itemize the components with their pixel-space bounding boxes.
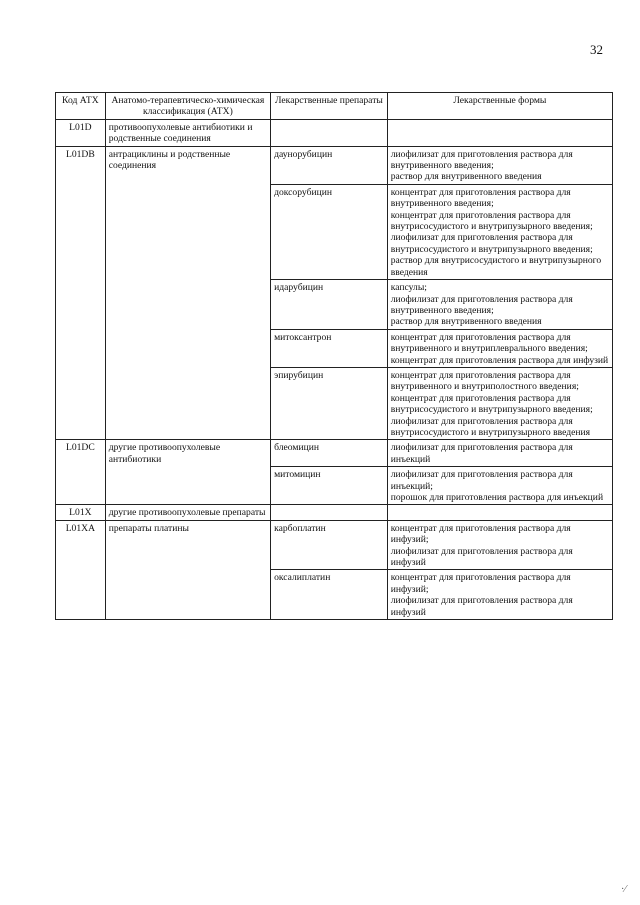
dosage-forms-cell bbox=[387, 367, 612, 439]
dosage-forms-cell bbox=[387, 119, 612, 146]
table-header-row bbox=[56, 93, 613, 120]
header-code: Код АТХ bbox=[56, 93, 106, 120]
drug-name-cell: эпирубицин bbox=[271, 367, 388, 439]
drug-name-cell: карбоплатин bbox=[271, 520, 388, 570]
dosage-forms-cell bbox=[387, 467, 612, 505]
dosage-forms-cell bbox=[387, 329, 612, 367]
drug-name-cell: идарубицин bbox=[271, 280, 388, 330]
dosage-form-item: концентрат для приготовления раствора для внутривенного введения; bbox=[390, 186, 571, 210]
drug-name-cell bbox=[271, 505, 388, 520]
dosage-forms-cell bbox=[387, 146, 612, 184]
header-forms: Лекарственные формы bbox=[387, 93, 612, 120]
table-body bbox=[56, 119, 613, 619]
table-row bbox=[56, 119, 613, 146]
dosage-form-item: концентрат для приготовления раствора для внутривенного и внутриплеврального введения; bbox=[390, 331, 588, 355]
header-drugs: Лекарственные препараты bbox=[271, 93, 388, 120]
table-row bbox=[56, 146, 613, 184]
header-atc: Анатомо-терапевтическо-химическая классификация (АТХ) bbox=[105, 93, 270, 120]
atc-code-cell: L01XA bbox=[56, 520, 106, 619]
dosage-form-item: концентрат для приготовления раствора для инфузий; bbox=[390, 522, 571, 546]
page-number: 32 bbox=[590, 42, 603, 57]
atc-classification-cell: другие противоопухолевые антибиотики bbox=[105, 440, 270, 505]
dosage-forms-cell bbox=[387, 520, 612, 570]
drug-name-cell: доксорубицин bbox=[271, 184, 388, 279]
dosage-form-item: порошок для приготовления раствора для инъекций bbox=[390, 492, 604, 503]
drug-name-cell: оксалиплатин bbox=[271, 570, 388, 620]
dosage-form-item: лиофилизат для приготовления раствора для инъекций; bbox=[390, 469, 573, 492]
scan-mark: ·⁄ bbox=[621, 884, 626, 895]
dosage-form-item: концентрат для приготовления раствора для инфузий bbox=[390, 354, 609, 366]
atc-classification-cell: другие противоопухолевые препараты bbox=[105, 505, 270, 520]
drug-name-cell: даунорубицин bbox=[271, 146, 388, 184]
dosage-forms-cell bbox=[387, 184, 612, 279]
drug-name-cell: митомицин bbox=[271, 467, 388, 505]
drug-name-cell: митоксантрон bbox=[271, 329, 388, 367]
atc-classification-cell: противоопухолевые антибиотики и родственные соединения bbox=[105, 119, 270, 146]
dosage-form-item: раствор для внутривенного введения bbox=[390, 171, 542, 183]
atc-classification-cell: препараты платины bbox=[105, 520, 270, 619]
atc-code-cell: L01D bbox=[56, 119, 106, 146]
dosage-form-item: лиофилизат для приготовления раствора для внутривенного введения; bbox=[390, 148, 573, 172]
dosage-form-item: капсулы; bbox=[390, 282, 427, 294]
dosage-forms-cell bbox=[387, 570, 612, 620]
dosage-forms-cell bbox=[387, 280, 612, 330]
drug-table bbox=[55, 92, 613, 620]
dosage-form-item: концентрат для приготовления раствора для внутрисосудистого и внутрипузырного введения; bbox=[390, 209, 593, 233]
atc-code-cell: L01DB bbox=[56, 146, 106, 440]
dosage-form-item: концентрат для приготовления раствора для инфузий; bbox=[390, 572, 571, 595]
drug-name-cell: блеомицин bbox=[271, 440, 388, 467]
dosage-form-item: концентрат для приготовления раствора для внутривенного и внутриполостного введения; bbox=[390, 369, 579, 393]
dosage-form-item: лиофилизат для приготовления раствора для внутрисосудистого и внутрипузырного введения; bbox=[390, 232, 593, 255]
atc-code-cell: L01X bbox=[56, 505, 106, 520]
atc-code-cell: L01DC bbox=[56, 440, 106, 505]
dosage-form-item: лиофилизат для приготовления раствора для внутривенного введения; bbox=[390, 293, 573, 316]
dosage-form-item: лиофилизат для приготовления раствора для инфузий bbox=[390, 595, 573, 618]
atc-classification-cell: антрациклины и родственные соединения bbox=[105, 146, 270, 440]
table-row bbox=[56, 520, 613, 570]
dosage-forms-cell bbox=[387, 440, 612, 467]
dosage-form-item: раствор для внутривенного введения bbox=[390, 316, 542, 328]
dosage-form-item: концентрат для приготовления раствора для внутрисосудистого и внутрипузырного введения; bbox=[390, 392, 593, 416]
table-row bbox=[56, 505, 613, 520]
dosage-form-item: лиофилизат для приготовления раствора для инфузий bbox=[390, 545, 573, 569]
table-row bbox=[56, 440, 613, 467]
dosage-form-item: лиофилизат для приготовления раствора для внутрисосудистого и внутрипузырного введения bbox=[390, 415, 591, 438]
dosage-form-item: раствор для внутрисосудистого и внутрипузырного введения bbox=[390, 255, 602, 278]
drug-name-cell bbox=[271, 119, 388, 146]
dosage-forms-cell bbox=[387, 505, 612, 520]
dosage-form-item: лиофилизат для приготовления раствора для инъекций bbox=[390, 442, 573, 465]
